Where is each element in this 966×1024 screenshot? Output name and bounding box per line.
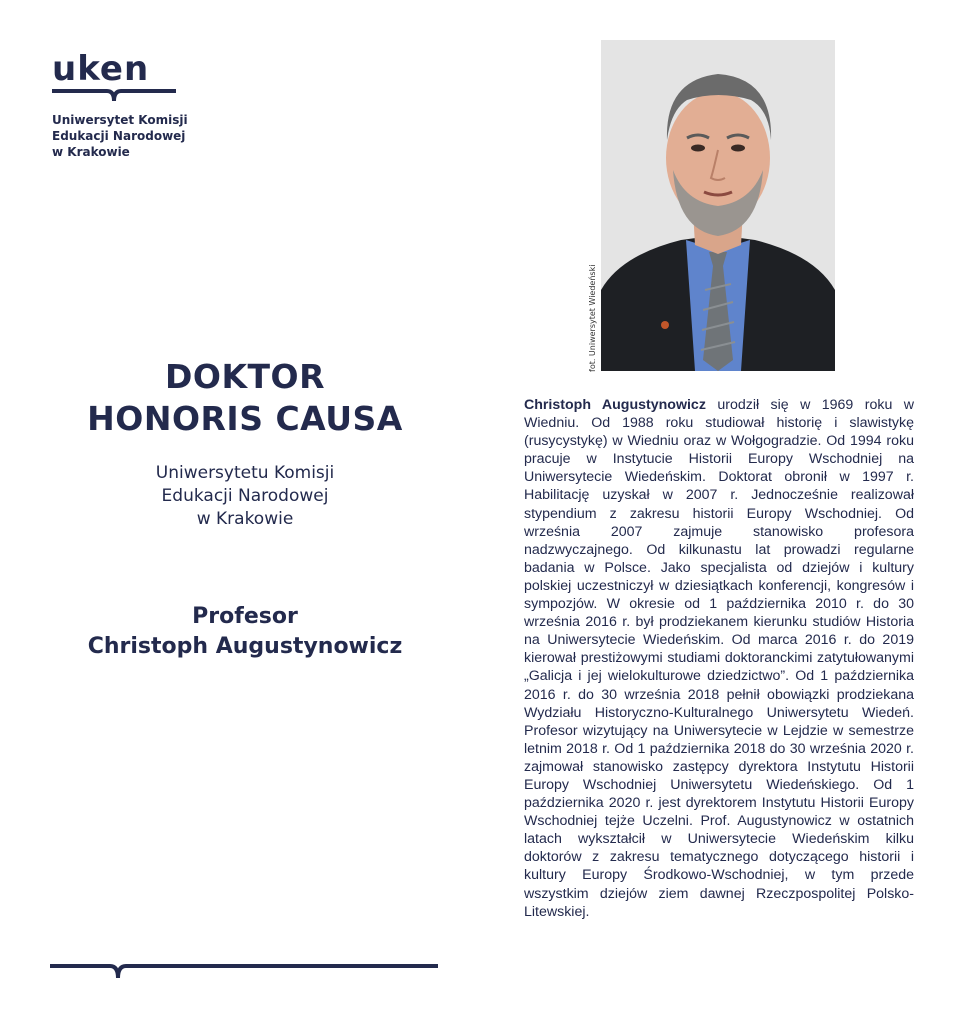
photo-credit: fot. Uniwersytet Wiedeński [588, 264, 597, 372]
institution-line-2: Edukacji Narodowej [161, 486, 329, 506]
title-line-1: DOKTOR [165, 357, 325, 396]
logo-line-2: Edukacji Narodowej [52, 129, 186, 143]
title-line-2: HONORIS CAUSA [87, 399, 403, 438]
bio-body: urodził się w 1969 roku w Wiedniu. Od 1988 roku studiował historię i slawistykę (rusycystykę) w Wiedniu oraz w Wołgogradzie. Od 1994 roku pracuje w Instytucie Historii Europy Wschodniej na Uniwersytecie Wiedeńskim. Doktorat obronił w 1997 r. Habilitację uzyskał w 2007 r. Jednocześnie realizował stypendium z zakresu historii Europy Wschodniej. Od września 2007 zajmuje stanowisko profesora nadzwyczajnego. Od kilkunastu lat prowadzi regularne badania w Polsce. Jako specjalista od dziejów i kultury polskiej uczestniczył w dziesiątkach konferencji, kongresów i sympozjów. W okresie od 1 października 2010 r. do 30 września 2016 r. był prodziekanem kierunku studiów Historia na Uniwersytecie Wiedeńskim. Od marca 2016 r. do 2019 kierował prestiżowymi studiami doktoranckimi zatytułowanymi „Galicja i jej wielokulturowe dziedzictwo”. Od 1 października 2016 r. do 30 września 2018 pełnił obowiązki prodziekana Wydziału Historyczno-Kulturalnego Uniwersytetu Wiedeń. Profesor wizytujący na Uniwersytecie w Lejdzie w semestrze letnim 2018 r. Od 1 października 2018 do 30 września 2020 r. zajmował stanowisko zastępcy dyrektora Instytutu Historii Europy Wschodniej Uniwersytetu Wiedeńskiego. Od 1 października 2020 r. jest dyrektorem Instytutu Historii Europy Wschodniej tejże Uczelni. Prof. Augustynowicz w ostatnich latach wykształcił w Uniwersytecie Wiedeńskim kilku doktorów z zakresu tematycznego dotyczącego historii i kultury Europy Środkowo-Wschodniej, w tym przede wszystkim dziejów ziem dawnej Rzeczpospolitej Polsko-Litewskiej. [524, 397, 914, 920]
honoree-fullname: Christoph Augustynowicz [87, 634, 403, 659]
logo-wordmark: uken [52, 49, 150, 89]
portrait-photo [601, 40, 835, 371]
institution-line-1: Uniwersytetu Komisji [155, 463, 335, 483]
portrait-illustration [601, 40, 835, 371]
honoree-name [60, 602, 430, 662]
logo-line-3: w Krakowie [52, 145, 130, 159]
honoree-title: Profesor [192, 604, 298, 629]
logo-university-name [52, 112, 192, 160]
page-title [60, 356, 430, 440]
university-logo [52, 49, 192, 160]
logo-line-1: Uniwersytet Komisji [52, 113, 188, 127]
biography-text [524, 396, 914, 921]
institution-line-3: w Krakowie [196, 509, 294, 529]
logo-book-icon [52, 88, 176, 104]
bio-name: Christoph Augustynowicz [524, 397, 706, 413]
bottom-divider-icon [50, 962, 438, 984]
institution-name [60, 462, 430, 531]
